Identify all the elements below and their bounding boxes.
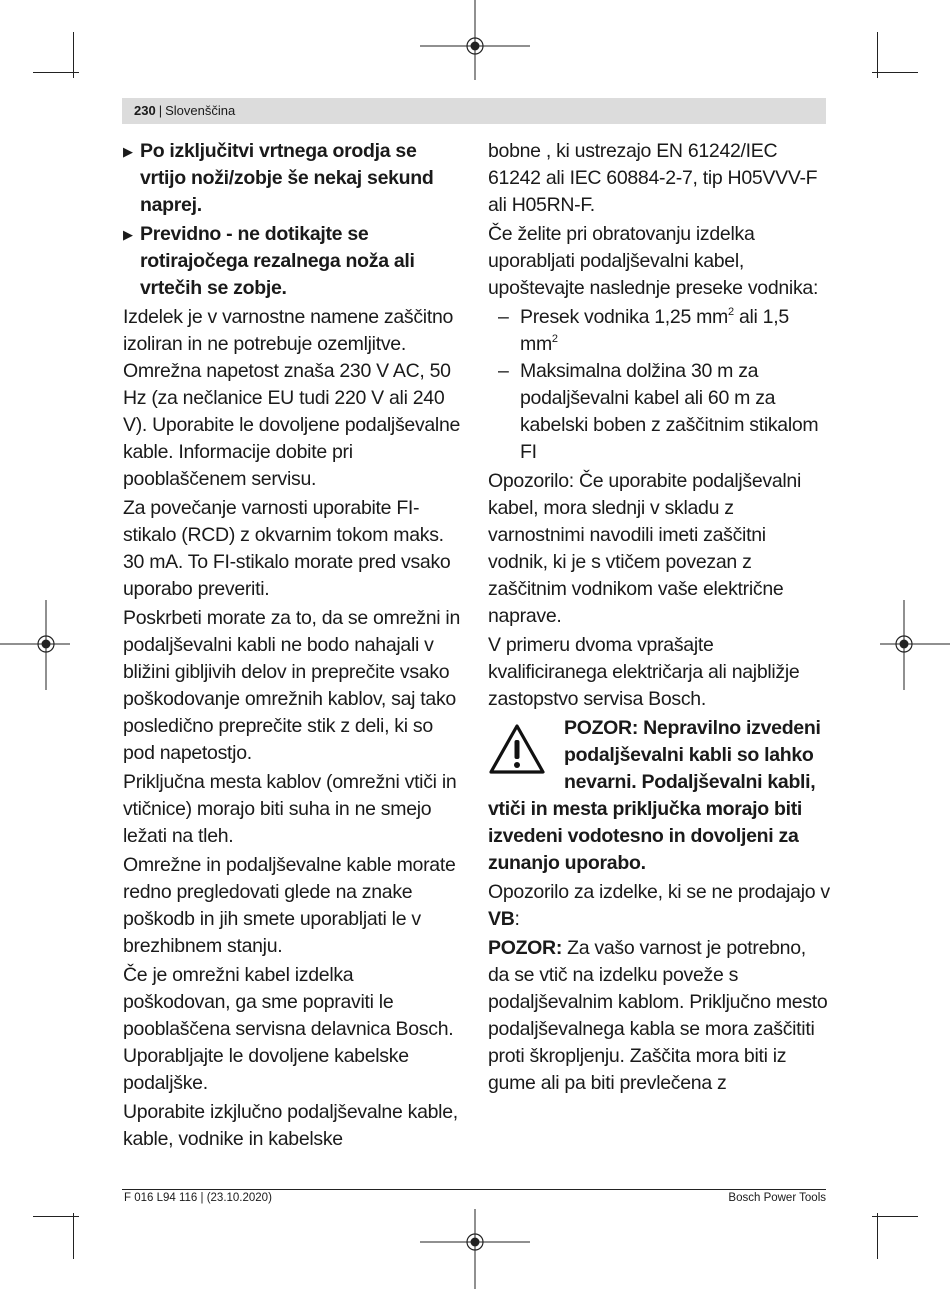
paragraph-text: :	[514, 908, 520, 930]
registration-mark-icon	[420, 1209, 530, 1289]
bullet-arrow-icon: ▶	[123, 227, 133, 242]
crop-mark	[872, 72, 918, 73]
footer-brand: Bosch Power Tools	[728, 1192, 826, 1204]
paragraph: Opozorilo: Če uporabite podaljševalni kabel, mora slednji v skladu z varnostnimi navodili imeti zaščitni vodnik, ki je s vtičem povezan z zaščitnim vodnikom vaše električne naprave.	[488, 470, 802, 627]
paragraph	[488, 935, 830, 1097]
list-dash: –	[498, 306, 509, 328]
paragraph-text: Za vašo varnost je potrebno, da se vtič na izdelku poveže s podaljševalnim kablom. Priključno mesto podaljševalnega kabla se mora zaščititi proti škropljenju. Zaščita mora biti iz gume ali pa biti prevlečena z	[488, 937, 828, 1094]
paragraph: Poskrbeti morate za to, da se omrežni in podaljševalni kabli ne bodo nahajali v bližini gibljivih delov in preprečite vsako poškodovanje omrežnih kablov, saj tako posledično preprečite stik z deli, ki so pod napetostjo.	[123, 607, 460, 764]
warning-block	[488, 715, 830, 877]
paragraph: bobne , ki ustrezajo EN 61242/IEC 61242 ali IEC 60884-2-7, tip H05VVV-F ali H05RN-F.	[488, 140, 818, 216]
paragraph: Za povečanje varnosti uporabite FI-stikalo (RCD) z okvarnim tokom maks. 30 mA. To FI-stikalo morate pred vsako uporabo preveriti.	[123, 497, 451, 600]
paragraph: Priključna mesta kablov (omrežni vtiči in vtičnice) morajo biti suha in ne smejo ležati na tleh.	[123, 771, 457, 847]
list-item	[488, 304, 830, 358]
page-number: 230	[134, 103, 156, 118]
paragraph: V primeru dvoma vprašajte kvalificiranega električarja ali najbližje zastopstvo servisa Bosch.	[488, 634, 800, 710]
left-column	[123, 138, 465, 1155]
list-dash: –	[498, 360, 509, 382]
superscript: 2	[728, 306, 734, 318]
paragraph-text: Opozorilo za izdelke, ki se ne prodajajo v	[488, 881, 830, 903]
crop-mark	[33, 72, 79, 73]
superscript: 2	[551, 333, 558, 345]
header-language: Slovenščina	[165, 103, 236, 118]
crop-mark	[872, 1216, 918, 1217]
list-item-text	[520, 306, 789, 355]
crop-mark	[877, 1213, 878, 1259]
caution-label: POZOR:	[488, 937, 563, 959]
registration-mark-icon	[420, 0, 530, 80]
footer-doc-id: F 016 L94 116 | (23.10.2020)	[124, 1192, 272, 1204]
list-item	[488, 358, 830, 466]
paragraph	[488, 879, 830, 933]
paragraph-bold: VB	[488, 908, 515, 930]
bullet-text: Po izključitvi vrtnega orodja se vrtijo noži/zobje še nekaj sekund naprej.	[140, 140, 434, 216]
paragraph: Omrežne in podaljševalne kable morate redno pregledovati glede na znake poškodb in jih smete uporabljati le v brezhibnem stanju.	[123, 854, 456, 957]
bullet-arrow-icon: ▶	[123, 144, 133, 159]
registration-mark-icon	[0, 600, 70, 690]
warning-text: vtiči in mesta priključka morajo biti izvedeni vodotesno in dovoljeni za zunanjo uporabo.	[488, 798, 803, 874]
list-item-text-part: Presek vodnika 1,25 mm	[520, 306, 728, 328]
list-item-text: Maksimalna dolžina 30 m za podaljševalni kabel ali 60 m za kabelski boben z zaščitnim stikalom FI	[520, 360, 819, 463]
list-item-text-part: ali 1,5 mm	[520, 306, 789, 355]
bullet-text: Previdno - ne dotikajte se rotirajočega rezalnega noža ali vrtečih se zobje.	[140, 223, 415, 299]
registration-mark-icon	[880, 600, 950, 690]
paragraph: Uporabite izkjlučno podaljševalne kable, kable, vodnike in kabelske	[123, 1101, 458, 1150]
paragraph: Če želite pri obratovanju izdelka uporabljati podaljševalni kabel, upoštevajte naslednje preseke vodnika:	[488, 223, 819, 299]
warning-heading: POZOR: Nepravilno izvedeni podaljševalni kabli so lahko nevarni. Podaljševalni kabli,	[564, 717, 821, 793]
right-column	[488, 138, 830, 1099]
paragraph: Če je omrežni kabel izdelka poškodovan, ga sme popraviti le pooblaščena servisna delavnica Bosch. Uporabljajte le dovoljene kabelske podaljške.	[123, 964, 454, 1094]
safety-bullet	[123, 138, 465, 219]
safety-bullet	[123, 221, 465, 302]
warning-triangle-icon	[488, 723, 546, 775]
page-header	[122, 98, 826, 124]
header-separator: |	[158, 103, 163, 118]
paragraph: Izdelek je v varnostne namene zaščitno izoliran in ne potrebuje ozemljitve. Omrežna napetost znaša 230 V AC, 50 Hz (za nečlanice EU tudi 220 V ali 240 V). Uporabite le dovoljene podaljševalne kable. Informacije dobite pri pooblaščenem servisu.	[123, 306, 461, 490]
crop-mark	[73, 1213, 74, 1259]
crop-mark	[33, 1216, 79, 1217]
footer-rule	[122, 1189, 826, 1190]
